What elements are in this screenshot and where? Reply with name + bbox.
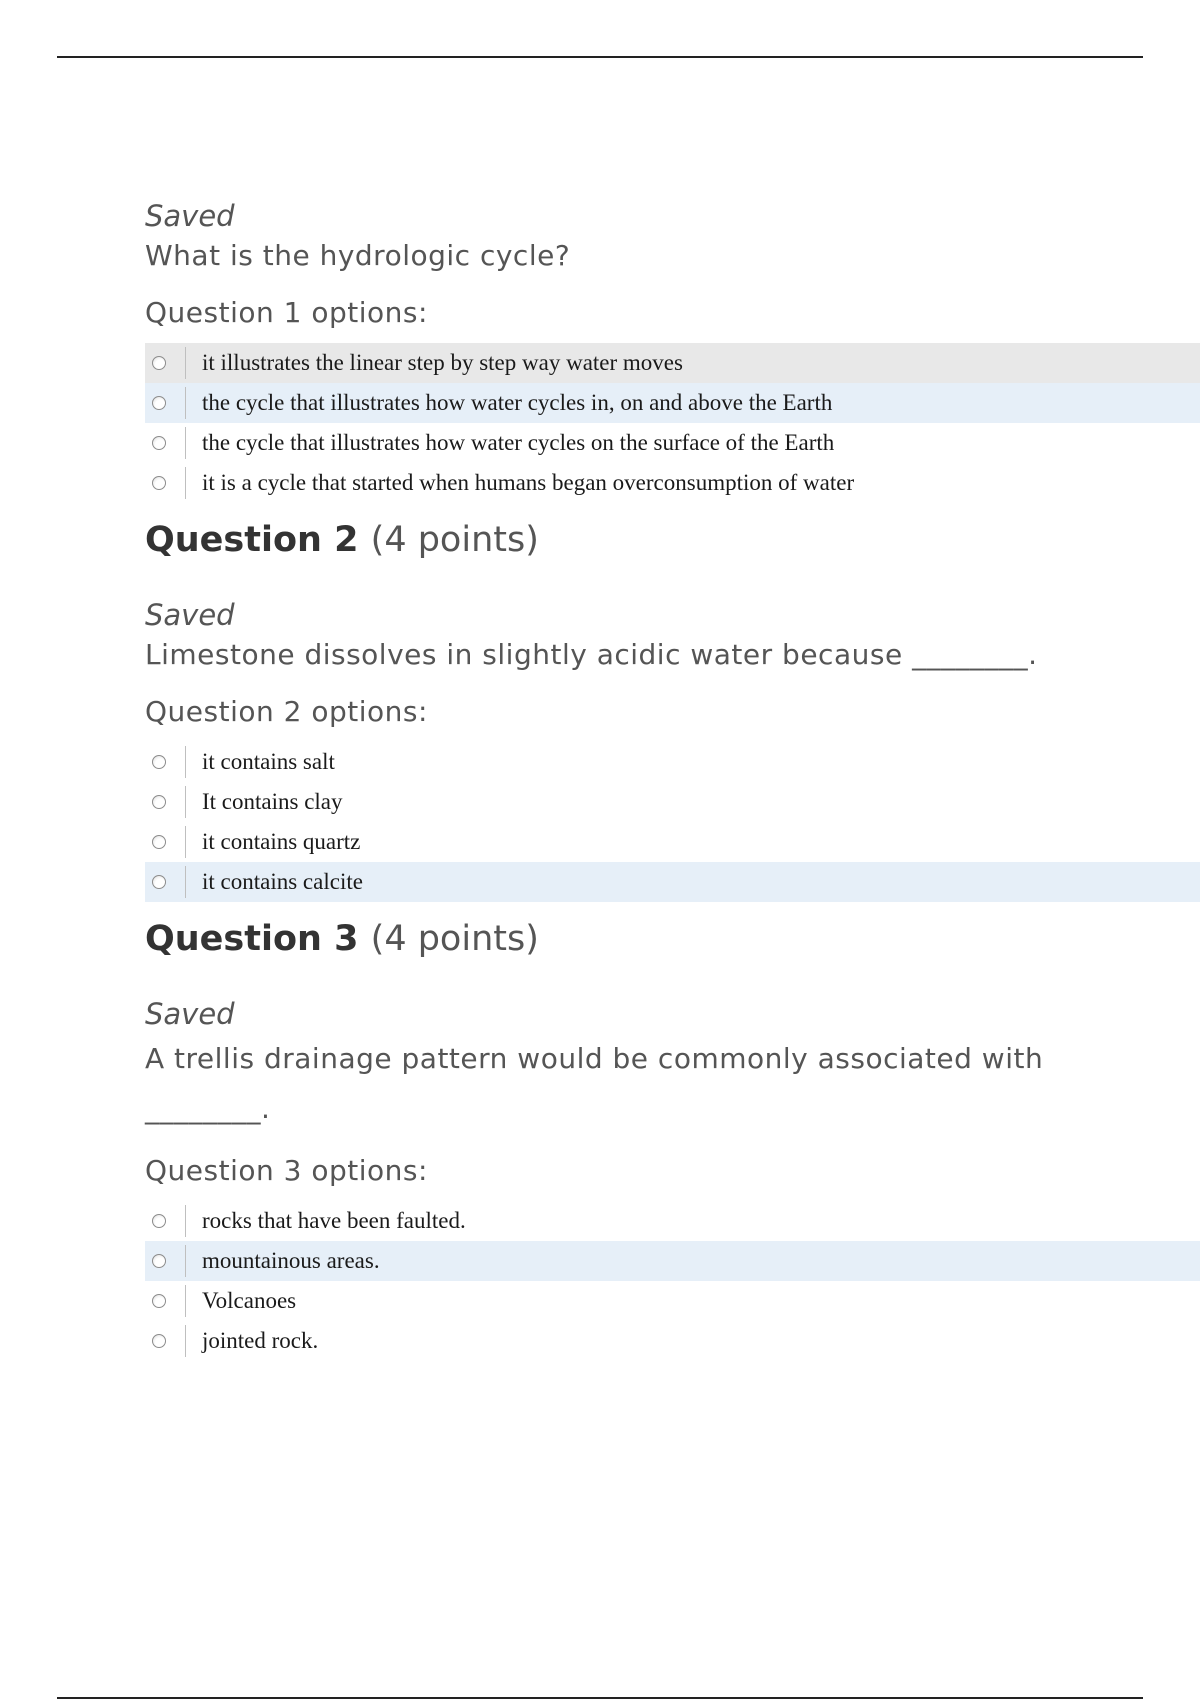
option-row[interactable] [145, 1241, 1200, 1281]
option-text: It contains clay [202, 789, 343, 814]
option-row[interactable] [145, 1201, 1200, 1241]
question-prompt: Limestone dissolves in slightly acidic water because ________. [145, 638, 1038, 671]
divider [185, 1285, 186, 1317]
question-2 [145, 515, 1200, 902]
options-list [145, 742, 1200, 902]
radio-button[interactable] [152, 1254, 166, 1268]
option-text: the cycle that illustrates how water cycles in, on and above the Earth [202, 390, 833, 415]
radio-button[interactable] [152, 1334, 166, 1348]
option-text: it contains salt [202, 749, 335, 774]
quiz-content [145, 196, 1200, 1361]
radio-button[interactable] [152, 356, 166, 370]
option-row[interactable] [145, 463, 1200, 503]
option-text: the cycle that illustrates how water cycles on the surface of the Earth [202, 430, 835, 455]
radio-button[interactable] [152, 436, 166, 450]
question-3 [145, 914, 1200, 1361]
divider [185, 1205, 186, 1237]
option-text: it contains quartz [202, 829, 361, 854]
option-row[interactable] [145, 742, 1200, 782]
saved-status: Saved [145, 199, 235, 233]
radio-button[interactable] [152, 875, 166, 889]
spacer [145, 565, 1200, 595]
radio-button[interactable] [152, 1214, 166, 1228]
radio-button[interactable] [152, 1294, 166, 1308]
radio-button[interactable] [152, 795, 166, 809]
options-list [145, 343, 1200, 503]
question-title: Question 3 [145, 919, 359, 959]
option-text: it is a cycle that started when humans began overconsumption of water [202, 470, 855, 495]
divider [185, 1245, 186, 1277]
option-row[interactable] [145, 862, 1200, 902]
divider [185, 387, 186, 419]
radio-button[interactable] [152, 835, 166, 849]
option-row[interactable] [145, 343, 1200, 383]
option-row[interactable] [145, 822, 1200, 862]
question-title: Question 2 [145, 520, 359, 560]
option-row[interactable] [145, 423, 1200, 463]
divider [185, 1325, 186, 1357]
question-header [145, 914, 1200, 964]
divider [185, 347, 186, 379]
divider [185, 427, 186, 459]
option-text: mountainous areas. [202, 1248, 380, 1273]
options-list [145, 1201, 1200, 1361]
options-label: Question 2 options: [145, 695, 428, 728]
divider [185, 746, 186, 778]
spacer [145, 964, 1200, 994]
question-1 [145, 196, 1200, 503]
radio-button[interactable] [152, 476, 166, 490]
divider [185, 866, 186, 898]
option-text: it illustrates the linear step by step way water moves [202, 350, 683, 375]
radio-button[interactable] [152, 396, 166, 410]
question-points: (4 points) [370, 919, 539, 959]
option-text: rocks that have been faulted. [202, 1208, 466, 1233]
question-header [145, 515, 1200, 565]
bottom-divider [57, 1697, 1143, 1699]
saved-status: Saved [145, 997, 235, 1031]
option-text: it contains calcite [202, 869, 363, 894]
option-row[interactable] [145, 782, 1200, 822]
option-row[interactable] [145, 383, 1200, 423]
option-row[interactable] [145, 1281, 1200, 1321]
saved-status: Saved [145, 598, 235, 632]
question-points: (4 points) [370, 520, 539, 560]
divider [185, 467, 186, 499]
radio-button[interactable] [152, 755, 166, 769]
options-label: Question 1 options: [145, 296, 428, 329]
option-text: jointed rock. [202, 1328, 319, 1353]
question-prompt: What is the hydrologic cycle? [145, 239, 571, 272]
options-label: Question 3 options: [145, 1154, 428, 1187]
question-prompt: A trellis drainage pattern would be commonly associated with ________. [145, 1042, 1044, 1125]
option-row[interactable] [145, 1321, 1200, 1361]
option-text: Volcanoes [202, 1288, 297, 1313]
divider [185, 786, 186, 818]
divider [185, 826, 186, 858]
top-divider [57, 56, 1143, 58]
